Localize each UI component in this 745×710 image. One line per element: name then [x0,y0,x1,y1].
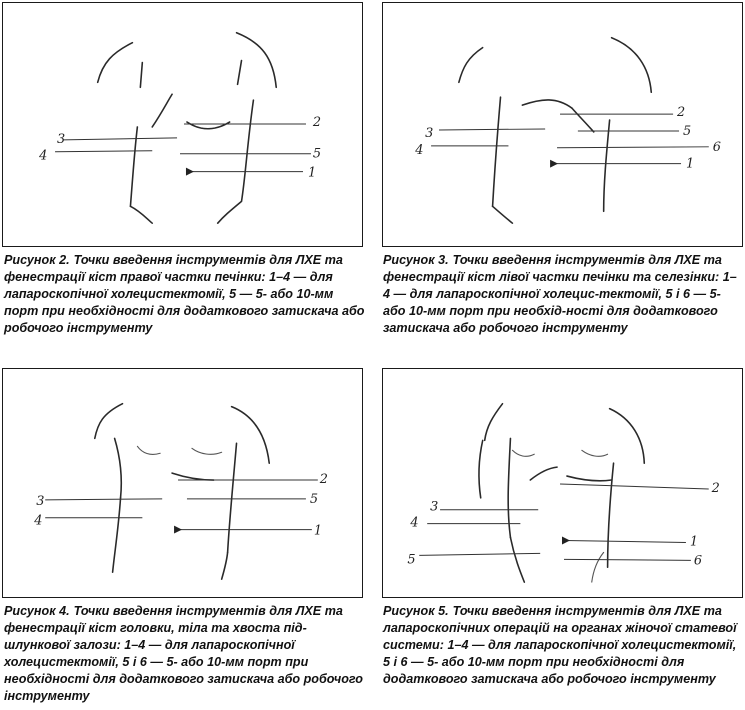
figure-4-caption [4,603,366,705]
figure-4-caption-number: Рисунок 4. [4,604,70,618]
figure-3-caption-text: Точки введення інструментів для ЛХЕ та фенестрації кіст лівої частки печінки та селезінки: 1–4 — для лапароскопічної холецис-тектомії, 5 і 6 — 5- або 10-мм порт при необхід-ності для додаткового затискача або робочого інструменту [383,253,737,335]
fig4-label-1: 1 [313,523,323,539]
fig5-label-2: 2 [711,480,720,496]
figure-3-image [382,2,743,247]
figure-2-sketch [3,3,362,246]
fig4-label-4: 4 [34,513,43,529]
fig5-label-4: 4 [410,515,419,531]
figure-5-caption-text: Точки введення інструментів для ЛХЕ та лапароскопічних операцій на органах жіночої статевої системи: 1–4 — для лапароскопічної холецистектомії, 5 і 6 — 5- або 10-мм порт при необхідності для додаткового затискача або робочого інструменту [383,604,737,686]
fig3-label-3: 3 [425,125,434,141]
figure-4-image [2,368,363,598]
fig5-label-5: 5 [407,552,416,568]
fig3-label-2: 2 [677,105,686,121]
fig2-label-5: 5 [312,146,322,162]
figure-3-sketch [383,3,742,246]
figure-5-sketch [383,369,742,597]
figure-5-caption-number: Рисунок 5. [383,604,449,618]
fig5-label-3: 3 [430,499,439,515]
fig5-label-1: 1 [689,534,699,550]
figure-3-caption [383,252,741,337]
fig2-label-2: 2 [312,114,322,130]
fig3-label-6: 6 [712,139,721,155]
figure-5-caption [383,603,741,688]
figure-4-sketch [3,369,362,597]
fig4-label-3: 3 [36,493,45,509]
fig3-label-5: 5 [683,123,692,139]
fig2-label-1: 1 [307,165,317,181]
fig2-label-3: 3 [57,131,66,147]
fig2-label-4: 4 [39,148,48,164]
figure-3-caption-number: Рисунок 3. [383,253,449,267]
fig3-label-1: 1 [685,156,695,172]
fig4-label-2: 2 [319,472,328,487]
fig5-label-6: 6 [693,553,703,569]
figure-2-caption-number: Рисунок 2. [4,253,70,267]
figure-2-caption-text: Точки введення інструментів для ЛХЕ та фенестрації кіст правої частки печінки: 1–4 — для лапароскопічної холецистектомії, 5 — 5- або 10-мм порт при необхідності для додаткового затискача або робочого інструменту [4,253,365,335]
fig4-label-5: 5 [309,491,319,507]
figure-4-caption-text: Точки введення інструментів для ЛХЕ та фенестрації кіст головки, тіла та хвоста під-шлункової залози: 1–4 — для лапароскопічної холецистектомії, 5 і 6 — 5- або 10-мм порт при необхідності для додаткового затискача або робочого інструменту [4,604,363,703]
figure-2-image [2,2,363,247]
figure-2-caption [4,252,366,337]
fig3-label-4: 4 [415,142,424,158]
figure-5-image [382,368,743,598]
